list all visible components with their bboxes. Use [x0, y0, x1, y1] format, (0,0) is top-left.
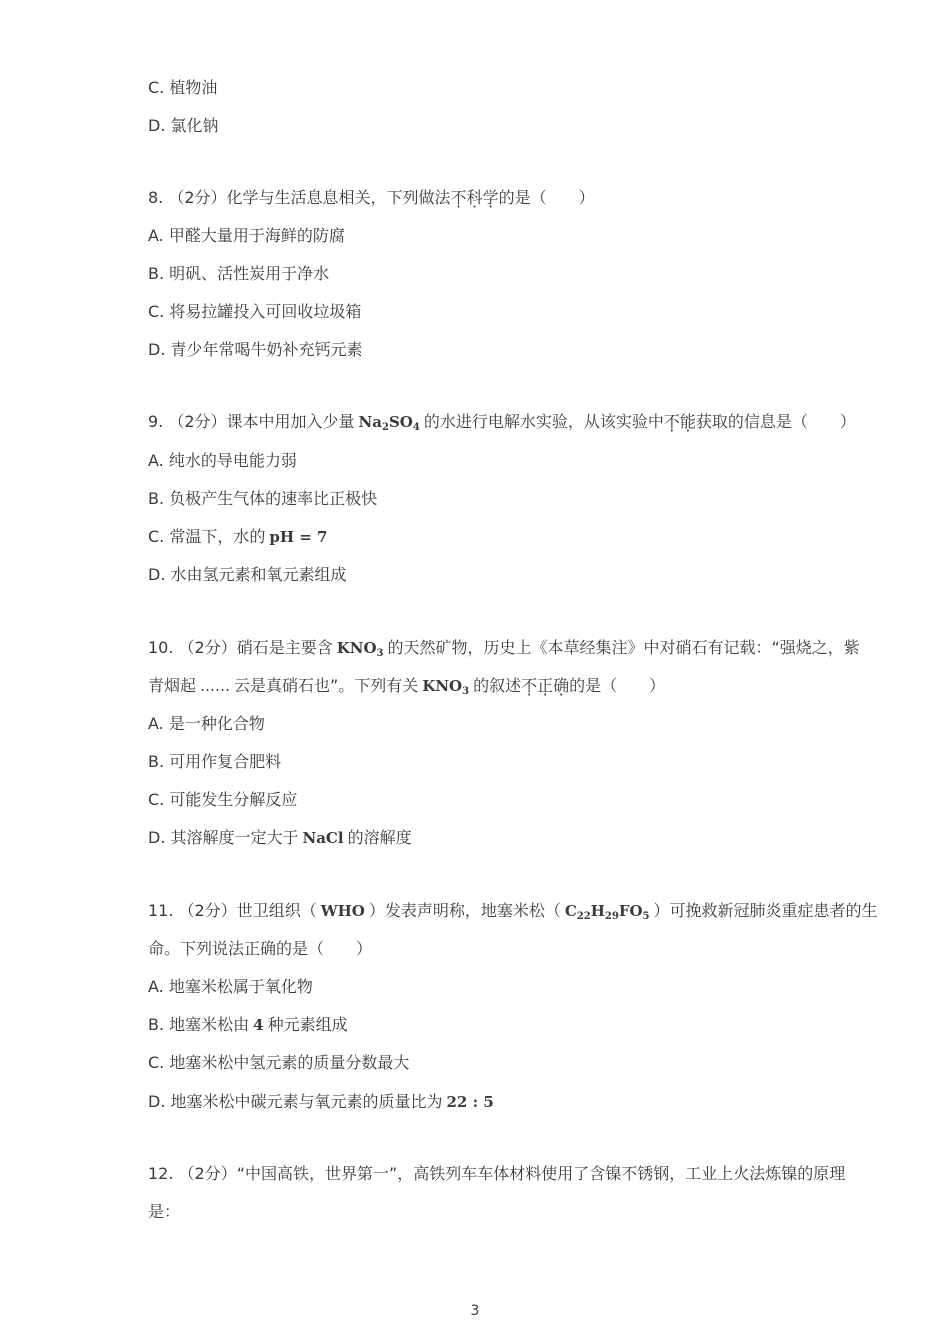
q9-stem-pre: 9. （2分）课本中用加入少量 [148, 412, 355, 431]
page-number: 3 [470, 1303, 480, 1319]
q9-option-d: D. 水由氢元素和氧元素组成 [148, 565, 347, 584]
q11-option-d: D. 地塞米松中碳元素与氧元素的质量比为 22 : 5 [148, 1092, 494, 1111]
q8-emphasis-char: 科 [466, 188, 483, 207]
q12-stem-line1: 12. （2分）“中国高铁，世界第一”，高铁列车车体材料使用了含镍不锈钢，工业上火法炼镍的原理 [148, 1164, 846, 1183]
q10-option-d: D. 其溶解度一定大于 NaCl 的溶解度 [148, 828, 412, 847]
q10-stem-line1: 10. （2分）硝石是主要含 $KNO_3$ 的天然矿物，历史上《本草经集注》中对硝石有记载：“强烧之，紫 [148, 638, 860, 659]
q7-option-d: D. 氯化钠 [148, 116, 219, 135]
q8-stem-post: 的是（ ） [498, 188, 595, 207]
q10-nacl: NaCl [302, 829, 344, 847]
q11-option-b: B. 地塞米松由 4 种元素组成 [148, 1015, 348, 1034]
q8-option-a: A. 甲醛大量用于海鲜的防腐 [148, 226, 345, 245]
q11-option-c: C. 地塞米松中氢元素的质量分数最大 [148, 1053, 410, 1072]
q9-option-a: A. 纯水的导电能力弱 [148, 451, 297, 470]
q10-emphasis-char: 不 [521, 676, 538, 695]
q8-stem [148, 188, 595, 208]
q9-emphasis-char: 能 [679, 412, 696, 431]
q8-option-b: B. 明矾、活性炭用于净水 [148, 264, 330, 283]
q11-ratio: 22 : 5 [446, 1093, 494, 1111]
q9-stem-mid: 的水进行电解水实验，从该实验中 [423, 412, 664, 431]
q10-option-b: B. 可用作复合肥料 [148, 752, 282, 771]
q9-emphasis-char: 不 [663, 412, 680, 431]
q11-stem-line1: 11. （2分）世卫组织（ WHO ）发表声明称，地塞米松（ $C_{22}H_{29}FO_5$ ）可挽救新冠肺炎重症患者的生 [148, 901, 878, 922]
q10-ellipsis: …… [200, 677, 231, 695]
q11-who: WHO [320, 902, 365, 920]
q8-emphasis-char: 学 [482, 188, 499, 207]
q10-formula: $KNO_3$ [422, 677, 470, 697]
q12-stem-line2: 是： [148, 1202, 181, 1221]
q9-formula: $Na_2SO_4$ [358, 413, 420, 433]
q10-emphasis-char: 正 [537, 676, 554, 695]
q11-option-a: A. 地塞米松属于氧化物 [148, 977, 313, 996]
q9-ph-formula: pH = 7 [269, 528, 328, 546]
q10-option-a: A. 是一种化合物 [148, 714, 265, 733]
q9-stem-post: 获取的信息是（ ） [695, 412, 856, 431]
q7-option-c: C. 植物油 [148, 78, 218, 97]
q10-option-c: C. 可能发生分解反应 [148, 790, 298, 809]
q10-stem-line2: 青烟起 …… 云是真硝石也”。下列有关 $KNO_3$ 的叙述不正确的是（ ） [148, 676, 666, 697]
q9-stem [148, 412, 856, 438]
q8-option-c: C. 将易拉罐投入可回收垃圾箱 [148, 302, 362, 321]
q10-formula: $KNO_3$ [336, 639, 384, 659]
q11-stem-line2: 命。下列说法正确的是（ ） [148, 939, 373, 958]
q9-option-b: B. 负极产生气体的速率比正极快 [148, 489, 378, 508]
q9-option-c: C. 常温下，水的 pH = 7 [148, 527, 328, 546]
q8-stem-pre: 8. （2分）化学与生活息息相关，下列做法 [148, 188, 451, 207]
q8-option-d: D. 青少年常喝牛奶补充钙元素 [148, 340, 363, 359]
q11-formula: $C_{22}H_{29}FO_5$ [564, 902, 650, 922]
q8-emphasis-char: 不 [450, 188, 467, 207]
q10-emphasis-char: 确 [553, 676, 570, 695]
